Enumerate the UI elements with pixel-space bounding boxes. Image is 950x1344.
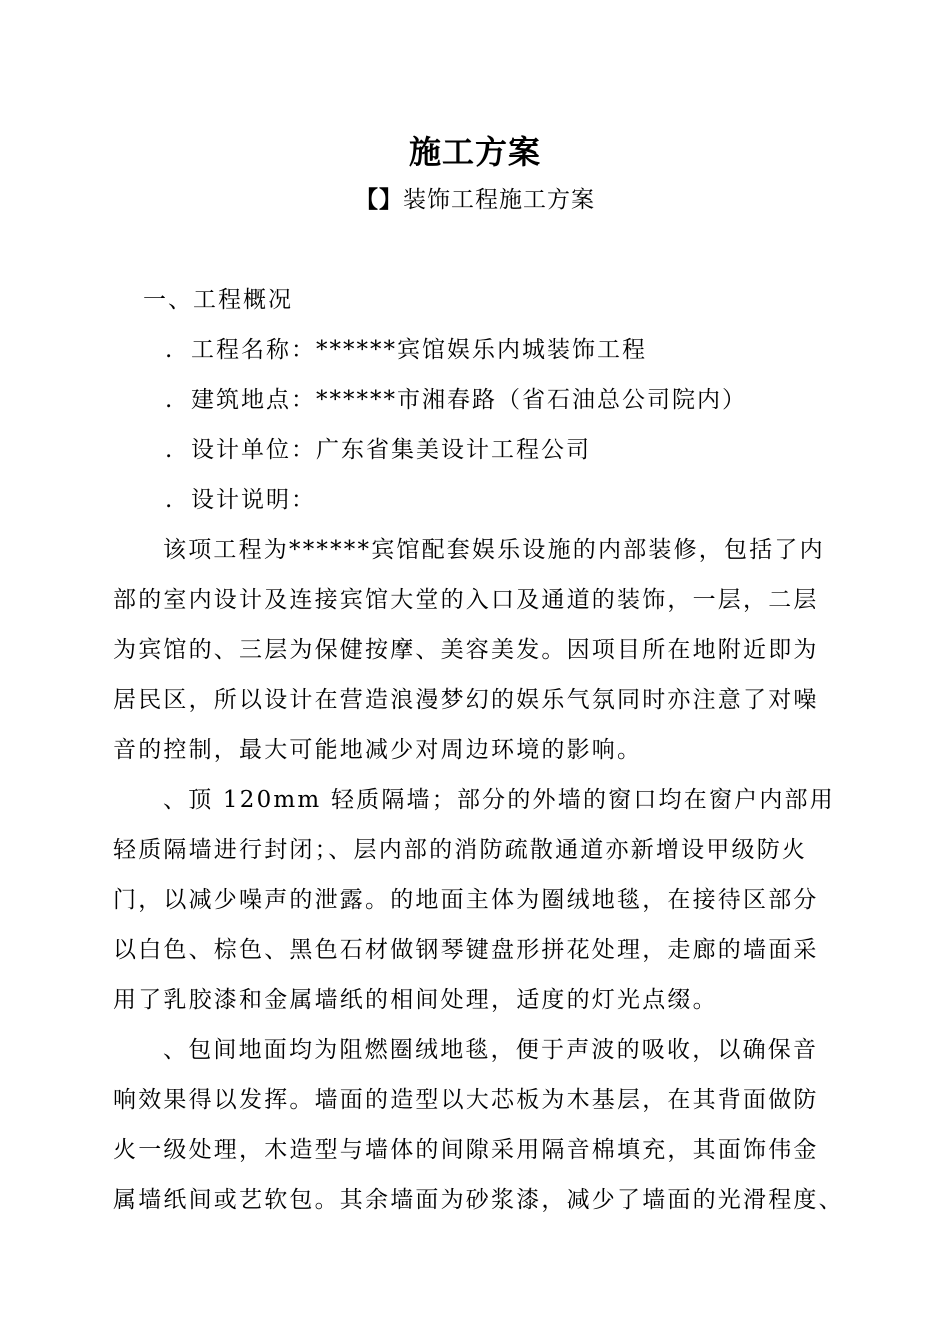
paragraph-line: 、包间地面均为阻燃圈绒地毯，便于声波的吸收，以确保音 — [163, 1037, 819, 1063]
paragraph-line: 该项工程为******宾馆配套娱乐设施的内部装修，包括了内 — [163, 537, 825, 563]
item-dot: . — [165, 337, 175, 363]
item-dot: . — [165, 437, 175, 463]
paragraph-line: 音的控制，最大可能地减少对周边环境的影响。 — [113, 737, 643, 763]
item-text: 设计单位：广东省集美设计工程公司 — [191, 437, 591, 463]
item-dot: . — [165, 387, 175, 413]
paragraph-line: 为宾馆的、三层为保健按摩、美容美发。因项目所在地附近即为 — [113, 637, 819, 663]
paragraph-line: 轻质隔墙进行封闭；、层内部的消防疏散通道亦新增设甲级防火 — [113, 837, 808, 863]
paragraph-line: 以白色、棕色、黑色石材做钢琴键盘形拼花处理，走廊的墙面采 — [113, 937, 819, 963]
subtitle-text: 装饰工程施工方案 — [403, 187, 595, 213]
paragraph-line: 属墙纸间或艺软包。其余墙面为砂浆漆，减少了墙面的光滑程度、 — [113, 1187, 844, 1213]
paragraph-line: 响效果得以发挥。墙面的造型以大芯板为木基层，在其背面做防 — [113, 1087, 819, 1113]
paragraph-line: 用了乳胶漆和金属墙纸的相间处理，适度的灯光点缀。 — [113, 987, 718, 1013]
paragraph-line: 、顶 120mm 轻质隔墙；部分的外墙的窗口均在窗户内部用 — [163, 787, 835, 813]
paragraph-line: 居民区，所以设计在营造浪漫梦幻的娱乐气氛同时亦注意了对噪 — [113, 687, 819, 713]
item-text: 工程名称：******宾馆娱乐内城装饰工程 — [191, 337, 647, 363]
paragraph-line: 火一级处理，木造型与墙体的间隙采用隔音棉填充，其面饰伟金 — [113, 1137, 819, 1163]
section-heading: 一、工程概况 — [143, 287, 293, 313]
item-text: 建筑地点：******市湘春路（省石油总公司院内） — [191, 387, 747, 413]
document-title: 施工方案 — [408, 133, 541, 171]
item-text: 设计说明： — [191, 487, 316, 513]
subtitle-bracket: 【】 — [355, 186, 403, 213]
item-design-unit — [165, 434, 591, 466]
paragraph-line: 门，以减少噪声的泄露。的地面主体为圈绒地毯，在接待区部分 — [113, 887, 819, 913]
paragraph-line: 部的室内设计及连接宾馆大堂的入口及通道的装饰，一层，二层 — [113, 587, 819, 613]
item-design-notes — [165, 484, 316, 516]
item-project-name — [165, 334, 647, 366]
item-dot: . — [165, 487, 175, 513]
item-location — [165, 384, 747, 416]
document-subtitle — [0, 184, 950, 216]
